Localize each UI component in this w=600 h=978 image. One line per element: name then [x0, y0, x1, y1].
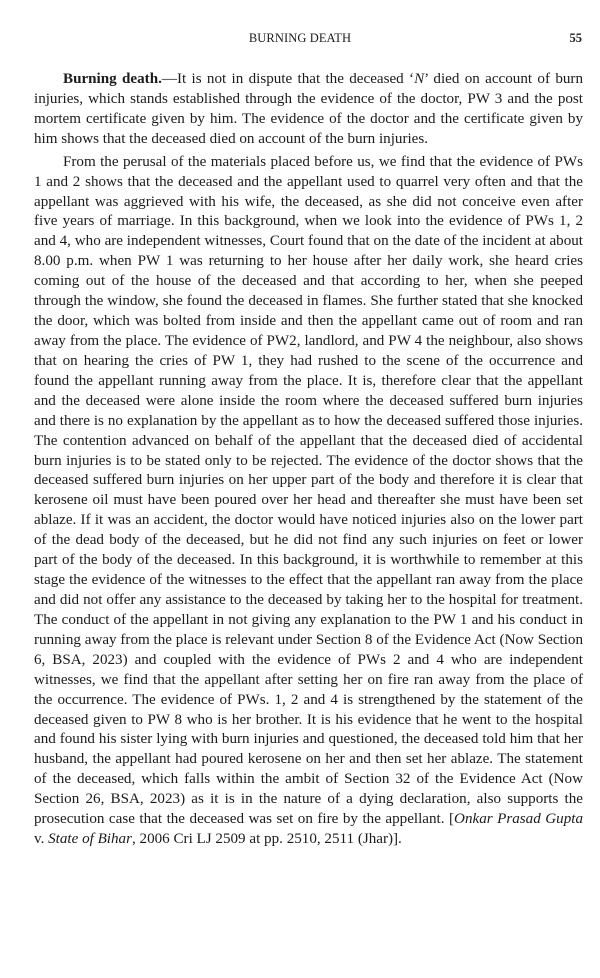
paragraph-text: From the perusal of the materials placed before us, we find that the evidence of PWs 1 and 2 shows that the deceased and the appellant used to quarrel very often and that the appellant was aggrieved with his wife, the deceased, as she did not conceive even after five years of marriage. In this background, when we look into the evidence of PWs 1, 2 and 4, who are independent witnesses, Court found that on the date of the incident at about 8.00 p.m. when PW 1 was returning to her house after her daily work, she heard cries coming out of the house of the deceased and that according to her, when she peeped through the window, she found the deceased in flames. She further stated that she knocked the door, which was bolted from inside and then the appellant came out of room and ran away from the place. The evidence of PW2, landlord, and PW 4 the neighbour, also shows that on hearing the cries of PW 1, they had rushed to the scene of the occurrence and found the appellant running away from the place. It is, therefore clear that the appellant and the deceased were alone inside the room where the deceased suffered burn injuries and there is no explanation by the appellant as to how the deceased suffered those injuries. The contention advanced on behalf of the appellant that the deceased died of accidental burn injuries is to be stated only to be rejected. The evidence of the doctor shows that the deceased suffered burn injuries on her upper part of the body and therefore it is clear that kerosene oil must have been poured over her head and thereafter she must have been set ablaze. If it was an accident, the doctor would have noticed injuries also on the lower part of the dead body of the deceased, but he did not find any such injuries on feet or lower part of the body of the deceased. In this background, it is worthwhile to remember at this stage the evidence of the witnesses to the effect that the appellant ran away from the place and did not offer any assistance to the deceased by taking her to the hospital for treatment. The conduct of the appellant in not giving any explanation to the PW 1 and his conduct in running away from the place is relevant under Section 8 of the Evidence Act (Now Section 6, BSA, 2023) and coupled with the evidence of PWs 2 and 4 who are independent witnesses, we find that the appellant after setting her on fire ran away from the place of the occurrence. The evidence of PWs. 1, 2 and 4 is strengthened by the statement of the deceased given to PW 8 who is her brother. It is his evidence that he went to the hospital and found his sister lying with burn injuries and questioned, the deceased told him that her husband, the appellant had poured kerosene on her and then set her ablaze. The statement of the deceased, which falls within the ambit of Section 32 of the Evidence Act (Now Section 26, BSA, 2023) as it is in the nature of a dying declaration, also supports the prosecution case that the deceased was set on fire by the appellant. [	[34, 153, 583, 828]
paragraph-evidence-analysis	[34, 153, 583, 850]
paragraph-burning-death	[34, 70, 583, 150]
deceased-initial: N	[414, 71, 425, 87]
page-number: 55	[569, 31, 582, 45]
paragraph-text: ’ died on account of burn injuries, which stands established through the evidence of the doctor, PW 3 and the post mortem certificate given by him. The evidence of the doctor and the certificate given by him shows that the deceased died on account of the burn injuries.	[34, 71, 583, 147]
running-title: BURNING DEATH	[248, 31, 352, 45]
running-header	[0, 31, 600, 49]
citation-reference: , 2006 Cri LJ 2509 at pp. 2510, 2511 (Jhar)].	[131, 831, 402, 848]
citation-versus: v.	[34, 831, 49, 848]
paragraph-text: —It is not in dispute that the deceased ‘	[161, 71, 415, 87]
citation-respondent: State of Bihar	[48, 831, 132, 848]
section-heading: Burning death.	[63, 71, 162, 87]
body-text	[34, 70, 583, 853]
citation-case-name: Onkar Prasad Gupta	[454, 811, 583, 828]
